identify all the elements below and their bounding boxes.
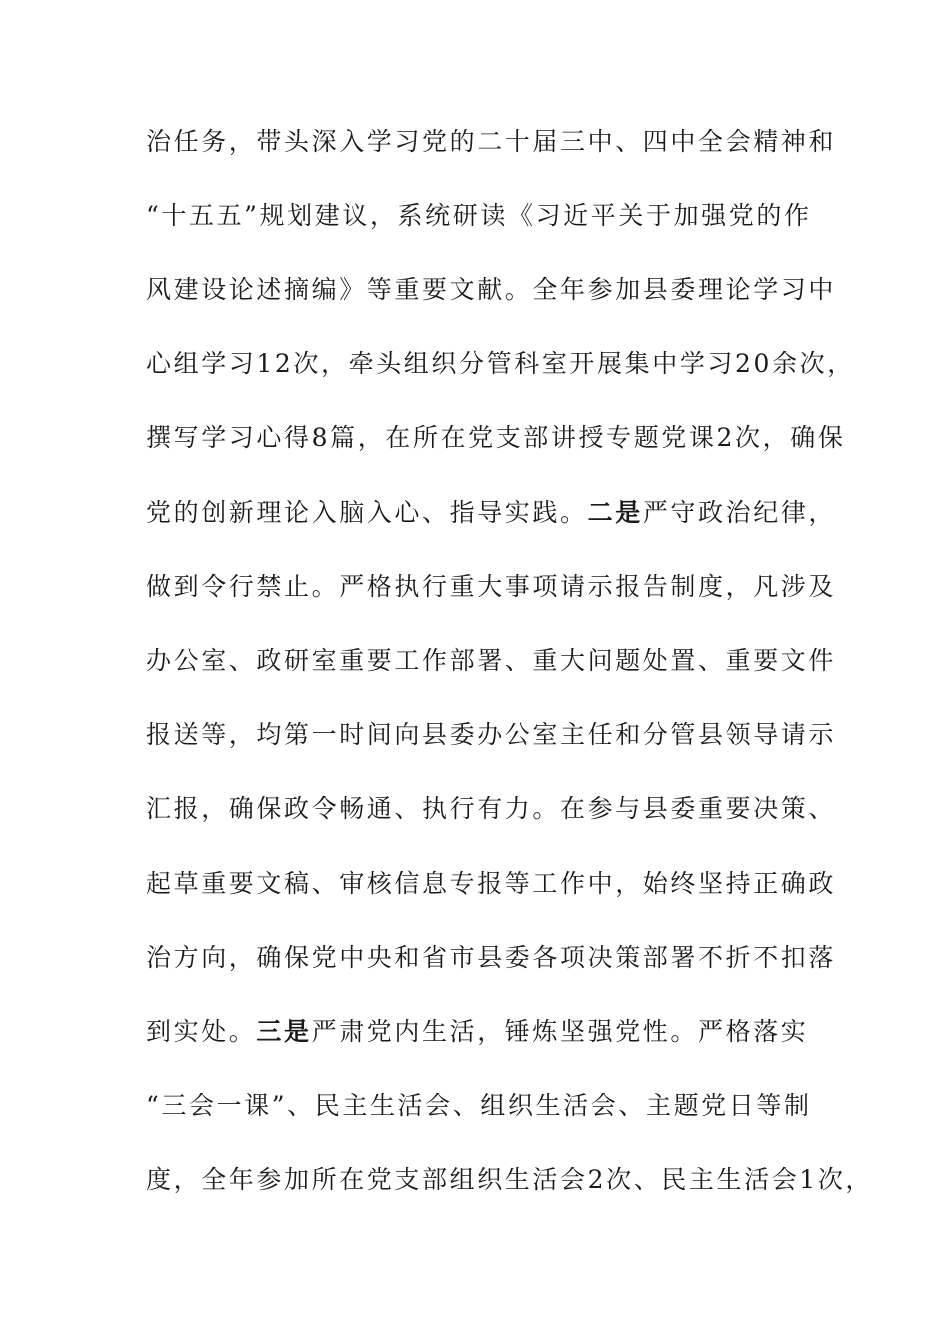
paragraph-line: 办公室、政研室重要工作部署、重大问题处置、重要文件 — [146, 646, 837, 675]
paragraph-line: “十五五”规划建议，系统研读《习近平关于加强党的作 — [146, 201, 812, 230]
line-text: 党的创新理论入脑入心、指导实践。 — [146, 498, 588, 527]
paragraph-line: 风建设论述摘编》等重要文献。全年参加县委理论学习中 — [146, 275, 837, 304]
paragraph-line — [146, 1016, 808, 1048]
paragraph-line — [146, 497, 836, 529]
paragraph-line: 起草重要文稿、审核信息专报等工作中，始终坚持正确政 — [146, 869, 837, 898]
paragraph-line: 报送等，均第一时间向县委办公室主任和分管县领导请示 — [146, 720, 837, 749]
bold-marker: 三是 — [256, 1017, 312, 1046]
paragraph-line: 度，全年参加所在党支部组织生活会2次、民主生活会1次， — [146, 1165, 874, 1194]
bold-marker: 二是 — [587, 498, 643, 527]
paragraph-line: 撰写学习心得8篇，在所在党支部讲授专题党课2次，确保 — [146, 423, 846, 452]
paragraph-line: 心组学习12次，牵头组织分管科室开展集中学习20余次， — [146, 349, 855, 378]
paragraph-line: 治任务，带头深入学习党的二十届三中、四中全会精神和 — [146, 127, 837, 156]
line-text: 到实处。 — [146, 1017, 257, 1046]
line-text: 严肃党内生活，锤炼坚强党性。严格落实 — [311, 1017, 809, 1046]
paragraph-line: “三会一课”、民主生活会、组织生活会、主题党日等制 — [146, 1091, 812, 1120]
paragraph-line: 做到令行禁止。严格执行重大事项请示报告制度，凡涉及 — [146, 572, 837, 601]
line-text: 严守政治纪律， — [642, 498, 837, 527]
paragraph-line: 汇报，确保政令畅通、执行有力。在参与县委重要决策、 — [146, 794, 837, 823]
paragraph-line: 治方向，确保党中央和省市县委各项决策部署不折不扣落 — [146, 943, 837, 972]
